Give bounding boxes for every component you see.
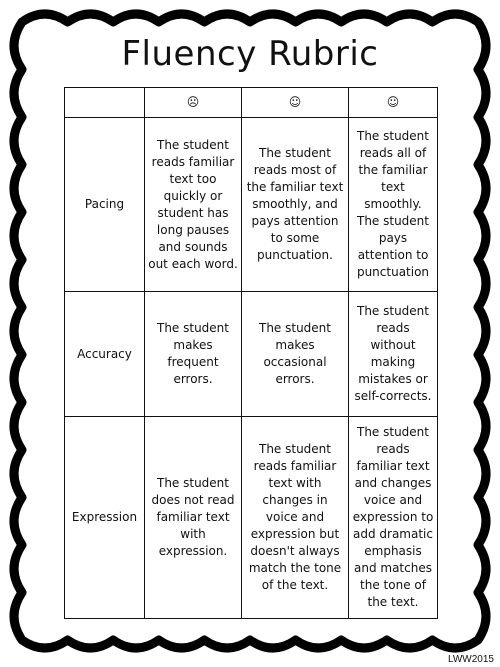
neutral-face-icon: ☺ <box>242 88 349 118</box>
header-row <box>65 88 438 118</box>
smile-face-icon: ☺ <box>349 88 438 118</box>
cell-pacing-low: The student reads familiar text too quickly or student has long pauses and sounds out each word. <box>145 118 242 292</box>
row-label-pacing: Pacing <box>65 118 145 292</box>
table-row-expression <box>65 417 438 619</box>
row-label-accuracy: Accuracy <box>65 292 145 417</box>
table-row-accuracy <box>65 292 438 417</box>
cell-accuracy-low: The student makes frequent errors. <box>145 292 242 417</box>
cell-expression-low: The student does not read familiar text with expression. <box>145 417 242 619</box>
credit-text: LWW2015 <box>448 654 494 665</box>
table-row-pacing <box>65 118 438 292</box>
page-title: Fluency Rubric <box>121 34 379 74</box>
row-label-expression: Expression <box>65 417 145 619</box>
cell-accuracy-mid: The student makes occasional errors. <box>242 292 349 417</box>
rubric-table <box>64 87 438 619</box>
cell-expression-high: The student reads familiar text and changes voice and expression to add dramatic emphasis and matches the tone of the text. <box>349 417 438 619</box>
cell-expression-mid: The student reads familiar text with changes in voice and expression but doesn't always match the tone of the text. <box>242 417 349 619</box>
cell-pacing-high: The student reads all of the familiar text smoothly. The student pays attention to punctuation <box>349 118 438 292</box>
frown-face-icon: ☹ <box>145 88 242 118</box>
cell-pacing-mid: The student reads most of the familiar text smoothly, and pays attention to some punctuation. <box>242 118 349 292</box>
cell-accuracy-high: The student reads without making mistakes or self-corrects. <box>349 292 438 417</box>
header-empty-cell <box>65 88 145 118</box>
